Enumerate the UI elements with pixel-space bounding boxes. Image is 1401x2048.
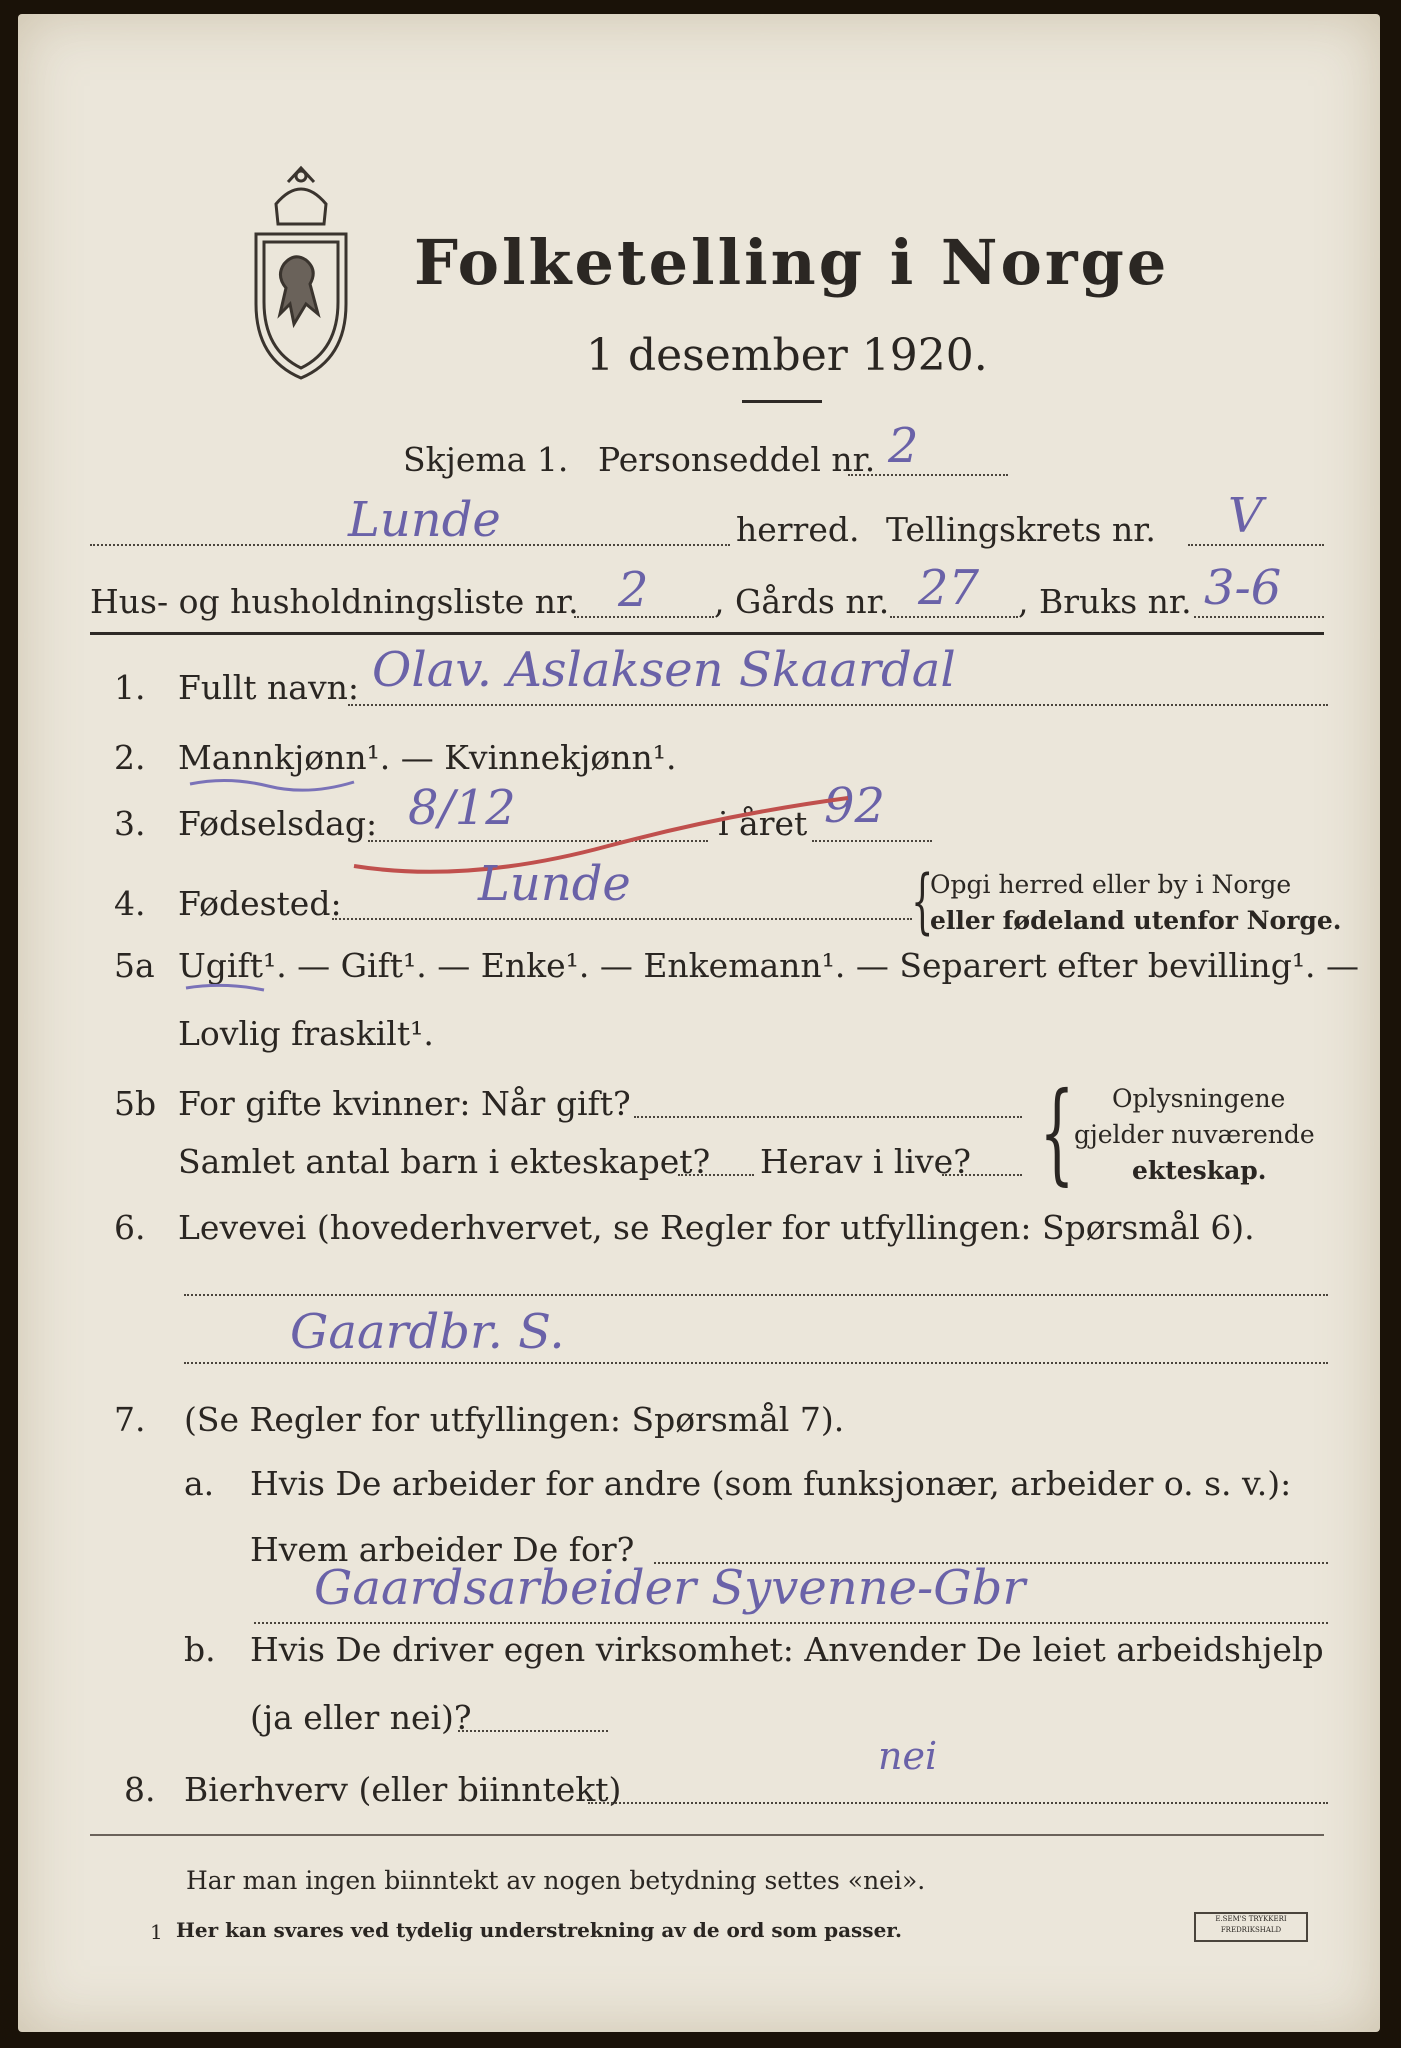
full-name-value[interactable]: Olav. Aslaksen Skaardal <box>372 642 956 698</box>
q5a-label-2: Lovlig fraskilt¹. <box>178 1014 434 1053</box>
footnote-text: Her kan svares ved tydelig understrekning av de ord som passer. <box>176 1918 902 1942</box>
q7b-label: Hvis De driver egen virksomhet: Anvender De leiet arbeidshjelp <box>250 1630 1324 1669</box>
q5b-children-line <box>678 1174 754 1176</box>
q4-note-2: eller fødeland utenfor Norge. <box>930 906 1342 935</box>
tellingskrets-line <box>1188 544 1324 546</box>
q5b-note-3: ekteskap. <box>1132 1156 1267 1185</box>
q5b-note-1: Oplysningene <box>1112 1084 1286 1113</box>
q8-label: Bierhverv (eller biinntekt) <box>184 1770 622 1809</box>
employer-value[interactable]: Gaardsarbeider Syvenne-Gbr <box>314 1560 1026 1616</box>
herred-label: herred. <box>736 510 860 549</box>
header-rule <box>90 632 1324 635</box>
herred-value[interactable]: Lunde <box>348 492 501 548</box>
q7b-number: b. <box>184 1630 216 1669</box>
gards-label: , Gårds nr. <box>714 582 890 621</box>
hus-value[interactable]: 2 <box>618 562 649 618</box>
q3-label: Fødselsdag: <box>178 804 378 843</box>
q5b-label-3: Herav i live? <box>760 1142 971 1181</box>
q1-number: 1. <box>114 668 146 707</box>
gards-line <box>890 616 1018 618</box>
q5b-married-line <box>634 1116 1022 1118</box>
q8-number: 8. <box>124 1770 156 1809</box>
q1-line <box>348 704 1328 706</box>
skjema-label: Skjema 1. <box>403 440 569 479</box>
birthday-value[interactable]: 8/12 <box>408 780 516 836</box>
q5b-label: For gifte kvinner: Når gift? <box>178 1084 631 1123</box>
q5b-alive-line <box>942 1174 1022 1176</box>
birthplace-value[interactable]: Lunde <box>478 856 631 912</box>
printer-stamp: E.SEM'S TRYKKERI FREDRIKSHALD <box>1194 1912 1308 1942</box>
q7a-label-2: Hvem arbeider De for? <box>250 1530 635 1569</box>
census-date: 1 desember 1920. <box>586 330 988 381</box>
q5b-number: 5b <box>114 1084 157 1123</box>
bruks-line <box>1194 616 1324 618</box>
q7a-line-2 <box>254 1622 1328 1624</box>
bleed-through-text <box>578 106 586 134</box>
q4-line <box>332 918 912 920</box>
q7a-number: a. <box>184 1464 215 1503</box>
personseddel-label: Personseddel nr. <box>598 440 876 479</box>
q6-number: 6. <box>114 1208 146 1247</box>
q7b-line <box>458 1730 608 1732</box>
mannkjonn-underline <box>188 774 358 794</box>
footer-note: Har man ingen biinntekt av nogen betydning settes «nei». <box>186 1866 926 1895</box>
q5b-note-2: gjelder nuværende <box>1074 1120 1315 1149</box>
q1-label: Fullt navn: <box>178 668 359 707</box>
q2-label: Mannkjønn¹. — Kvinnekjønn¹. <box>178 738 677 777</box>
q5b-brace: { <box>1039 1068 1075 1196</box>
q7-number: 7. <box>114 1400 146 1439</box>
gards-value[interactable]: 27 <box>918 560 980 616</box>
secondary-income-value[interactable]: nei <box>878 1734 938 1778</box>
q4-number: 4. <box>114 884 146 923</box>
personseddel-value[interactable]: 2 <box>888 418 919 474</box>
bruks-label: , Bruks nr. <box>1018 582 1192 621</box>
q2-number: 2. <box>114 738 146 777</box>
q3-year-label: i året <box>718 804 808 843</box>
footnote-number: 1 <box>150 1920 163 1944</box>
birth-year-value[interactable]: 92 <box>824 778 886 834</box>
q4-note-1: Opgi herred eller by i Norge <box>930 870 1292 899</box>
q6-label: Levevei (hovederhvervet, se Regler for utfyllingen: Spørsmål 6). <box>178 1208 1255 1247</box>
q6-line-1 <box>184 1294 1328 1296</box>
hus-label: Hus- og husholdningsliste nr. <box>90 582 579 621</box>
q5b-label-2: Samlet antal barn i ekteskapet? <box>178 1142 711 1181</box>
q7a-label: Hvis De arbeider for andre (som funksjonær, arbeider o. s. v.): <box>250 1464 1292 1503</box>
census-form <box>18 14 1380 2032</box>
occupation-value[interactable]: Gaardbr. S. <box>290 1304 565 1360</box>
tellingskrets-value[interactable]: V <box>1228 488 1263 544</box>
q7b-label-2: (ja eller nei)? <box>250 1698 472 1737</box>
personseddel-line <box>848 474 1008 476</box>
bruks-value[interactable]: 3-6 <box>1204 560 1282 616</box>
q3-number: 3. <box>114 804 146 843</box>
ugift-underline <box>184 980 268 996</box>
norwegian-lion-crest-icon <box>246 164 356 382</box>
q5a-number: 5a <box>114 946 155 985</box>
q4-brace: { <box>911 860 934 942</box>
form-title: Folketelling i Norge <box>414 226 1170 299</box>
q6-line-2 <box>184 1362 1328 1364</box>
title-divider <box>742 400 822 403</box>
footer-rule <box>90 1834 1324 1836</box>
q5a-label: Ugift¹. — Gift¹. — Enke¹. — Enkemann¹. — Separert efter bevilling¹. — <box>178 946 1360 985</box>
q8-line <box>588 1802 1328 1804</box>
q7-label: (Se Regler for utfyllingen: Spørsmål 7). <box>184 1400 845 1439</box>
tellingskrets-label: Tellingskrets nr. <box>886 510 1156 549</box>
q4-label: Fødested: <box>178 884 342 923</box>
